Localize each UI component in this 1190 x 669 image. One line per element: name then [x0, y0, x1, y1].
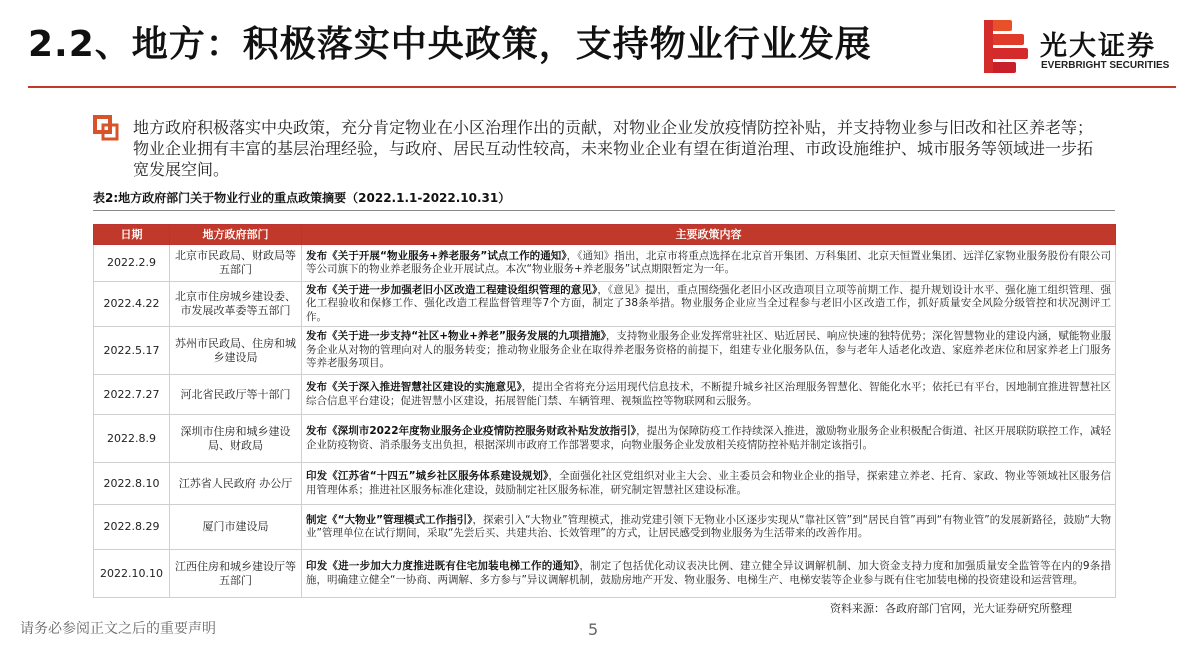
header-date: 日期: [94, 225, 170, 245]
row-content: [302, 463, 1116, 505]
table-row: [94, 375, 1116, 415]
row-content: [302, 327, 1116, 375]
page-number: 5: [588, 620, 599, 639]
policy-summary: ，支持物业服务企业发挥常驻社区、贴近居民、响应快速的独特优势；深化智慧物业的建设内涵，赋能物业服务企业从对物的管理向对人的服务转变；推动物业服务企业在取得养老服务资格的前提下，组建专业化服务队伍，参与老年人适老化改造、家庭养老床位和居家养老上门服务等养老服务项目。: [306, 330, 1111, 370]
row-content: [302, 415, 1116, 463]
disclaimer-note: 请务必参阅正文之后的重要声明: [20, 621, 216, 637]
row-date: 2022.5.17: [94, 327, 170, 375]
table-row: [94, 245, 1116, 282]
company-logo: [984, 20, 1184, 76]
intro-paragraph: 地方政府积极落实中央政策，充分肯定物业在小区治理作出的贡献，对物业企业发放疫情防控补贴，并支持物业参与旧改和社区养老等；物业企业拥有丰富的基层治理经验，与政府、居民互动性较高，未来物业企业有望在街道治理、市政设施维护、城市服务等领域进一步拓宽发展空间。: [133, 118, 1094, 179]
policy-table: [93, 224, 1116, 598]
policy-summary: ，探索引入“大物业”管理模式，推动党建引领下无物业小区逐步实现从“靠社区管”到“居民自管”再到“有物业管”的发展新路径，鼓励“大物业”管理单位在试行期间，采取“先尝后买、共建共治、长效管理”的方式，让居民感受到物业服务为生活带来的改善作用。: [306, 513, 1111, 539]
policy-document-title: 印发《江苏省“十四五”城乡社区服务体系建设规划》: [306, 470, 549, 482]
row-date: 2022.4.22: [94, 282, 170, 327]
policy-summary: ，提出全省将充分运用现代信息技术，不断提升城乡社区治理服务智慧化、智能化水平；依托已有平台，因地制宜推进智慧社区综合信息平台建设；促进智慧小区建设，拓展智能门禁、车辆管理、视频监控等物联网和云服务。: [306, 381, 1111, 407]
source-note: 资料来源：各政府部门官网，光大证券研究所整理: [830, 602, 1072, 615]
policy-document-title: 发布《关于深入推进智慧社区建设的实施意见》: [306, 381, 522, 393]
row-dept: 河北省民政厅等十部门: [170, 375, 302, 415]
header-content: 主要政策内容: [302, 225, 1116, 245]
policy-summary: ，《意见》提出，重点围绕强化老旧小区改造项目立项等前期工作、提升规划设计水平、强化施工组织管理、强化工程验收和保修工作、强化改造工程监督管理等7个方面，制定了38条举措。物业服务企业应当全过程参与老旧小区改造工作，抓好质量安全风险分级管控和状况测评工作。: [306, 283, 1111, 323]
policy-summary: ，全面强化社区党组织对业主大会、业主委员会和物业企业的指导，探索建立养老、托育、家政、物业等领域社区服务信用管理体系；推进社区服务标准化建设，鼓励制定社区服务标准，研究制定智慧社区建设标准。: [306, 470, 1111, 496]
header-dept: 地方政府部门: [170, 225, 302, 245]
row-content: [302, 505, 1116, 550]
row-date: 2022.2.9: [94, 245, 170, 282]
title-divider: [28, 86, 1176, 88]
page-title: 2.2、地方：积极落实中央政策，支持物业行业发展: [28, 24, 872, 65]
row-dept: 北京市住房城乡建设委、市发展改革委等五部门: [170, 282, 302, 327]
table-header-row: [94, 225, 1116, 245]
row-date: 2022.8.29: [94, 505, 170, 550]
table-row: [94, 463, 1116, 505]
row-dept: 北京市民政局、财政局等五部门: [170, 245, 302, 282]
row-content: [302, 245, 1116, 282]
caption-divider: [93, 210, 1115, 211]
row-content: [302, 375, 1116, 415]
policy-document-title: 制定《“大物业”管理模式工作指引》: [306, 513, 473, 526]
row-dept: 江西住房和城乡建设厅等五部门: [170, 550, 302, 598]
logo-name-cn: 光大证券: [1040, 31, 1156, 62]
logo-name-en: EVERBRIGHT SECURITIES: [1041, 60, 1170, 71]
table-row: [94, 415, 1116, 463]
table-row: [94, 282, 1116, 327]
table-row: [94, 327, 1116, 375]
bullet-square-icon: [93, 115, 119, 141]
everbright-logo-icon: [984, 20, 1030, 74]
table-caption: 表2:地方政府部门关于物业行业的重点政策摘要（2022.1.1-2022.10.31）: [93, 191, 511, 205]
row-dept: 深圳市住房和城乡建设局、财政局: [170, 415, 302, 463]
policy-document-title: 发布《深圳市2022年度物业服务企业疫情防控服务财政补贴发放指引》: [306, 425, 637, 437]
policy-summary: ，制定了包括优化动议表决比例、建立健全异议调解机制、加大资金支持力度和加强质量安全监管等在内的9条措施，明确建立健全“一协商、两调解、多方参与”异议调解机制，鼓励房地产开发、物业服务、电梯生产、电梯安装等企业参与既有住宅加装电梯的投资建设和运营管理。: [306, 560, 1112, 586]
policy-document-title: 发布《关于进一步加强老旧小区改造工程建设组织管理的意见》: [306, 283, 598, 296]
row-dept: 苏州市民政局、住房和城乡建设局: [170, 327, 302, 375]
row-date: 2022.8.9: [94, 415, 170, 463]
policy-document-title: 印发《进一步加大力度推进既有住宅加装电梯工作的通知》: [306, 560, 580, 572]
row-dept: 江苏省人民政府 办公厅: [170, 463, 302, 505]
policy-document-title: 发布《关于进一步支持“社区+物业+养老”服务发展的九项措施》: [306, 330, 606, 343]
row-dept: 厦门市建设局: [170, 505, 302, 550]
row-content: [302, 282, 1116, 327]
policy-summary: ，提出为保障防疫工作持续深入推进，激励物业服务企业积极配合街道、社区开展联防联控工作，减轻企业防疫物资、消杀服务支出负担，根据深圳市政府工作部署要求，向物业服务企业发放相关疫情防控补贴并制定该指引。: [306, 425, 1111, 451]
row-content: [302, 550, 1116, 598]
table-row: [94, 505, 1116, 550]
row-date: 2022.10.10: [94, 550, 170, 598]
row-date: 2022.8.10: [94, 463, 170, 505]
row-date: 2022.7.27: [94, 375, 170, 415]
table-row: [94, 550, 1116, 598]
policy-summary: ，《通知》指出，北京市将重点选择在北京首开集团、万科集团、北京天恒置业集团、远洋亿家物业服务股份有限公司等公司旗下的物业养老服务企业开展试点。本次“物业服务+养老服务”试点期限暂定为一年。: [306, 249, 1111, 275]
policy-document-title: 发布《关于开展“物业服务+养老服务”试点工作的通知》: [306, 249, 567, 262]
